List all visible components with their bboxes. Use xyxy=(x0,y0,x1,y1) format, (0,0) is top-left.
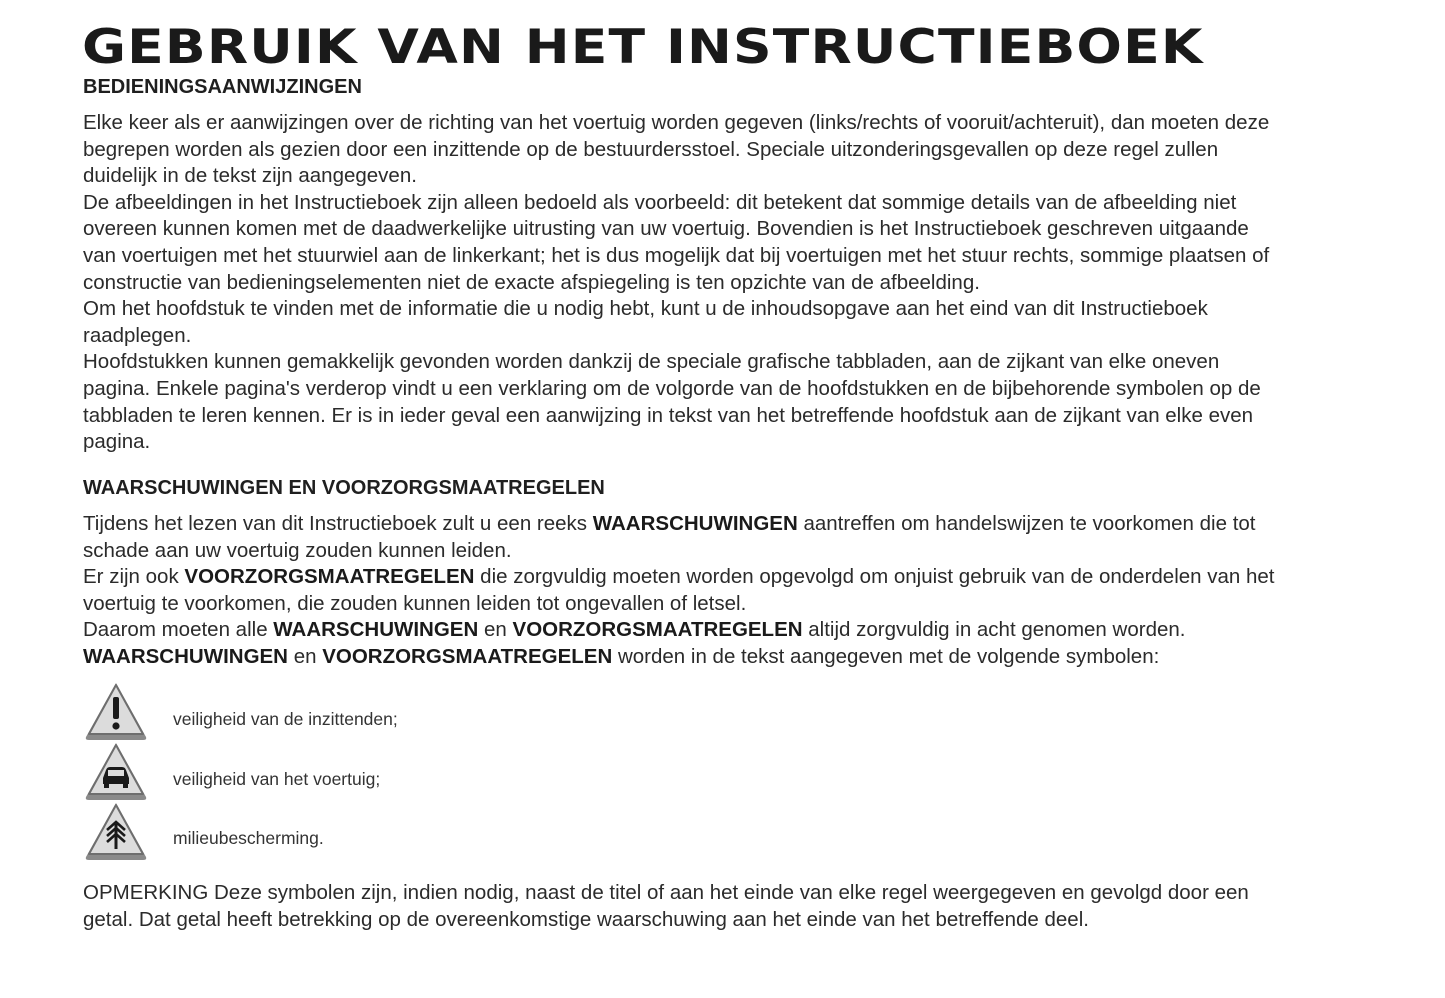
page-title: GEBRUIK VAN HET INSTRUCTIEBOEK xyxy=(82,20,1204,75)
text-run: en xyxy=(484,618,507,642)
bold-term-precautions: VOORZORGSMAATREGELEN xyxy=(512,618,803,642)
symbol-label-vehicle-safety: veiligheid van het voertuig; xyxy=(173,769,381,789)
text-run: die zorgvuldig moeten worden opgevolgd om onjuist gebruik van de onderdelen van het voertuig te voorkomen, die zouden kunnen leiden tot ongevallen of letsel. xyxy=(83,565,1275,615)
symbol-label-occupant-safety: veiligheid van de inzittenden; xyxy=(173,709,398,729)
paragraph xyxy=(83,644,1283,671)
section-body-operating-instructions xyxy=(83,110,1283,456)
paragraph: Hoofdstukken kunnen gemakkelijk gevonden worden dankzij de speciale grafische tabbladen, aan de zijkant van elke oneven pagina. Enkele pagina's verderop vindt u een verklaring om de volgorde van de hoofdstukken en de bijbehorende symbolen op de tabbladen te leren kennen. Er is in ieder geval een aanwijzing in tekst van het betreffende hoofdstuk aan de zijkant van elke even pagina. xyxy=(83,350,1261,454)
text-run: altijd zorgvuldig in acht genomen worden. xyxy=(808,618,1186,642)
paragraph: Elke keer als er aanwijzingen over de richting van het voertuig worden gegeven (links/rechts of vooruit/achteruit), dan moeten deze begrepen worden als gezien door een inzittende op de bestuurdersstoel. Speciale uitzonderingsgevallen op deze regel zullen duidelijk in de tekst zijn aangegeven. xyxy=(83,111,1270,188)
bold-term-warnings: WAARSCHUWINGEN xyxy=(273,618,479,642)
warning-exclamation-icon xyxy=(83,680,149,742)
warning-tree-icon xyxy=(83,800,149,862)
text-run: en xyxy=(293,644,317,668)
section-heading-warnings: WAARSCHUWINGEN EN VOORZORGSMAATREGELEN xyxy=(83,477,605,499)
section-heading-operating-instructions: BEDIENINGSAANWIJZINGEN xyxy=(83,76,362,98)
text-run: Er zijn ook xyxy=(83,565,179,589)
bold-term-warnings: WAARSCHUWINGEN xyxy=(592,512,798,535)
section-body-warnings xyxy=(83,511,1283,671)
symbol-label-environment: milieubescherming. xyxy=(173,828,324,848)
paragraph xyxy=(83,617,1283,644)
warning-car-icon xyxy=(83,740,149,802)
paragraph: Om het hoofdstuk te vinden met de informatie die u nodig hebt, kunt u de inhoudsopgave aan het eind van dit Instructieboek raadplegen. xyxy=(83,297,1208,347)
paragraph xyxy=(83,511,1283,564)
paragraph: De afbeeldingen in het Instructieboek zijn alleen bedoeld als voorbeeld: dit betekent dat sommige details van de afbeelding niet overeen kunnen komen met de daadwerkelijke uitrusting van uw voertuig. Bovendien is het Instructieboek geschreven uitgaande van voertuigen met het stuurwiel aan de linkerkant; het is dus mogelijk dat bij voertuigen met het stuur rechts, sommige plaatsen of constructie van bedieningselementen niet de exacte afspiegeling is ten opzichte van de afbeelding. xyxy=(83,190,1270,294)
bold-term-precautions: VOORZORGSMAATREGELEN xyxy=(184,565,475,589)
bold-term-warnings: WAARSCHUWINGEN xyxy=(83,644,288,668)
text-run: aantreffen om handelswijzen te voorkomen die tot schade aan uw voertuig zouden kunnen leiden. xyxy=(83,512,1256,562)
bold-term-precautions: VOORZORGSMAATREGELEN xyxy=(322,644,613,668)
paragraph xyxy=(83,564,1283,617)
text-run: worden in de tekst aangegeven met de volgende symbolen: xyxy=(617,644,1160,668)
text-run: Daarom moeten alle xyxy=(83,618,268,642)
note-paragraph: OPMERKING Deze symbolen zijn, indien nodig, naast de titel of aan het einde van elke regel weergegeven en gevolgd door een getal. Dat getal heeft betrekking op de overeenkomstige waarschuwing aan het einde van het betreffende deel. xyxy=(83,881,1249,931)
text-run: Tijdens het lezen van dit Instructieboek zult u een reeks xyxy=(83,512,588,535)
